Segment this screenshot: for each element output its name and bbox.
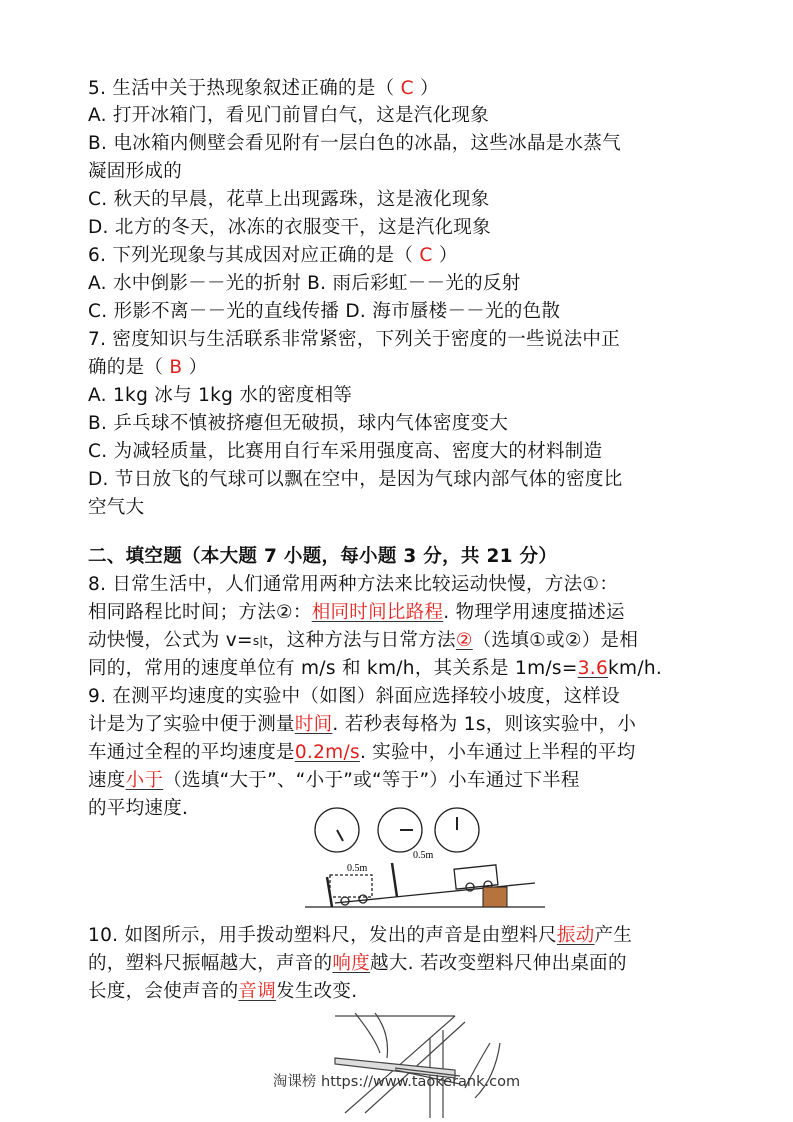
text-segment: 空气大: [88, 497, 145, 518]
text-line: [88, 244, 458, 268]
text-line: [88, 573, 618, 597]
fill-answer: 3.6: [577, 658, 609, 679]
text-segment: D. 北方的冬天，冰冻的衣服变干，这是汽化现象: [88, 217, 491, 238]
text-segment: 二、填空题（本大题 7 小题，每小题 3 分，共 21 分）: [88, 546, 558, 567]
text-segment: km/h.: [608, 658, 663, 679]
fill-answer: ②: [455, 630, 473, 651]
choice-answer: C: [419, 245, 433, 266]
fill-answer: 小于: [125, 770, 164, 791]
fill-answer: 时间: [294, 714, 333, 735]
text-segment: . 实验中，小车通过上半程的平均: [359, 742, 636, 763]
text-segment: ）: [413, 78, 439, 99]
text-line: [88, 132, 621, 156]
text-segment: 发生改变.: [276, 981, 358, 1002]
text-line: [88, 104, 489, 128]
text-line: [88, 713, 636, 737]
text-line: [88, 952, 627, 976]
text-line: [88, 769, 580, 793]
text-line: [88, 629, 638, 653]
text-segment: 越大. 若改变塑料尺伸出桌面的: [370, 953, 627, 974]
text-line: [88, 272, 521, 296]
text-segment: 同的，常用的速度单位有 m/s 和 km/h，其关系是 1m/s=: [88, 658, 578, 679]
fill-answer: 振动: [556, 925, 595, 946]
text-segment: 5. 生活中关于热现象叙述正确的是（: [88, 78, 401, 99]
text-segment: B. 电冰箱内侧壁会看见附有一层白色的冰晶，这些冰晶是水蒸气: [88, 133, 621, 154]
text-segment: A. 水中倒影－－光的折射 B. 雨后彩虹－－光的反射: [88, 273, 521, 294]
text-segment: 6. 下列光现象与其成因对应正确的是（: [88, 245, 420, 266]
text-line: [88, 601, 625, 625]
distance-label-1: 0.5m: [347, 863, 368, 874]
text-line: [88, 924, 632, 948]
distance-label-2: 0.5m: [413, 850, 434, 861]
text-segment: C. 为减轻质量，比赛用自行车采用强度高、密度大的材料制造: [88, 441, 603, 462]
text-segment: B. 乒乓球不慎被挤瘪但无破损，球内气体密度变大: [88, 413, 509, 434]
stopwatch-3: [435, 808, 479, 852]
text-line: [88, 741, 636, 765]
text-line: [88, 797, 188, 821]
text-segment: D. 节日放飞的气球可以飘在空中，是因为气球内部气体的密度比: [88, 469, 623, 490]
text-segment: 确的是（: [88, 357, 170, 378]
text-segment: ）: [182, 357, 208, 378]
text-line: [88, 657, 662, 681]
footer-watermark: 淘课榜 https://www.taokerank.com: [272, 1074, 521, 1090]
choice-answer: B: [169, 357, 183, 378]
text-line: [88, 356, 207, 380]
text-segment: C. 秋天的早晨，花草上出现露珠，这是液化现象: [88, 189, 490, 210]
text-line: [88, 384, 352, 408]
text-segment: （选填①或②）是相: [472, 630, 639, 651]
text-segment: . 若秒表每格为 1s，则该实验中，小: [332, 714, 637, 735]
text-segment: 10. 如图所示，用手拨动塑料尺，发出的声音是由塑料尺: [88, 925, 557, 946]
text-segment: 8. 日常生活中，人们通常用两种方法来比较运动快慢，方法①：: [88, 574, 619, 595]
section-heading: [88, 545, 557, 569]
text-segment: A. 打开冰箱门，看见门前冒白气，这是汽化现象: [88, 105, 489, 126]
formula-fraction: s|t: [252, 634, 268, 648]
text-segment: 产生: [594, 925, 633, 946]
text-line: [88, 496, 144, 520]
text-segment: . 物理学用速度描述运: [443, 602, 625, 623]
text-line: [88, 685, 620, 709]
text-segment: 7. 密度知识与生活联系非常紧密，下列关于密度的一些说法中正: [88, 329, 621, 350]
text-segment: 凝固形成的: [88, 161, 183, 182]
fill-answer: 音调: [238, 981, 277, 1002]
text-line: [88, 328, 620, 352]
choice-answer: C: [400, 78, 414, 99]
fill-answer: 相同时间比路程: [311, 602, 444, 623]
text-segment: 动快慢，公式为 v=: [88, 630, 253, 651]
stopwatch-1: [315, 808, 359, 852]
text-segment: ，这种方法与日常方法: [267, 630, 456, 651]
fill-answer: 响度: [332, 953, 371, 974]
text-segment: A. 1kg 冰与 1kg 水的密度相等: [88, 385, 353, 406]
text-segment: 计是为了实验中便于测量: [88, 714, 295, 735]
text-line: [88, 412, 508, 436]
text-segment: ）: [432, 245, 458, 266]
incline-experiment-figure: [295, 795, 545, 920]
text-line: [88, 160, 182, 184]
text-line: [88, 77, 439, 101]
text-line: [88, 188, 490, 212]
text-line: [88, 440, 602, 464]
text-segment: C. 形影不离－－光的直线传播 D. 海市蜃楼－－光的色散: [88, 301, 561, 322]
text-segment: 的平均速度.: [88, 798, 189, 819]
text-line: [88, 468, 623, 492]
text-segment: 9. 在测平均速度的实验中（如图）斜面应选择较小坡度，这样设: [88, 686, 621, 707]
text-segment: 相同路程比时间；方法②：: [88, 602, 312, 623]
text-line: [88, 216, 491, 240]
text-segment: 长度，会使声音的: [88, 981, 239, 1002]
text-segment: 的，塑料尺振幅越大，声音的: [88, 953, 333, 974]
fill-answer: 0.2m/s: [294, 742, 360, 763]
stopwatch-2: [378, 808, 422, 852]
text-line: [88, 300, 560, 324]
text-segment: （选填“大于”、“小于”或“等于”）小车通过下半程: [163, 770, 580, 791]
ruler-experiment-figure: [325, 1008, 555, 1122]
text-segment: 速度: [88, 770, 126, 791]
text-line: [88, 980, 357, 1004]
text-segment: 车通过全程的平均速度是: [88, 742, 295, 763]
